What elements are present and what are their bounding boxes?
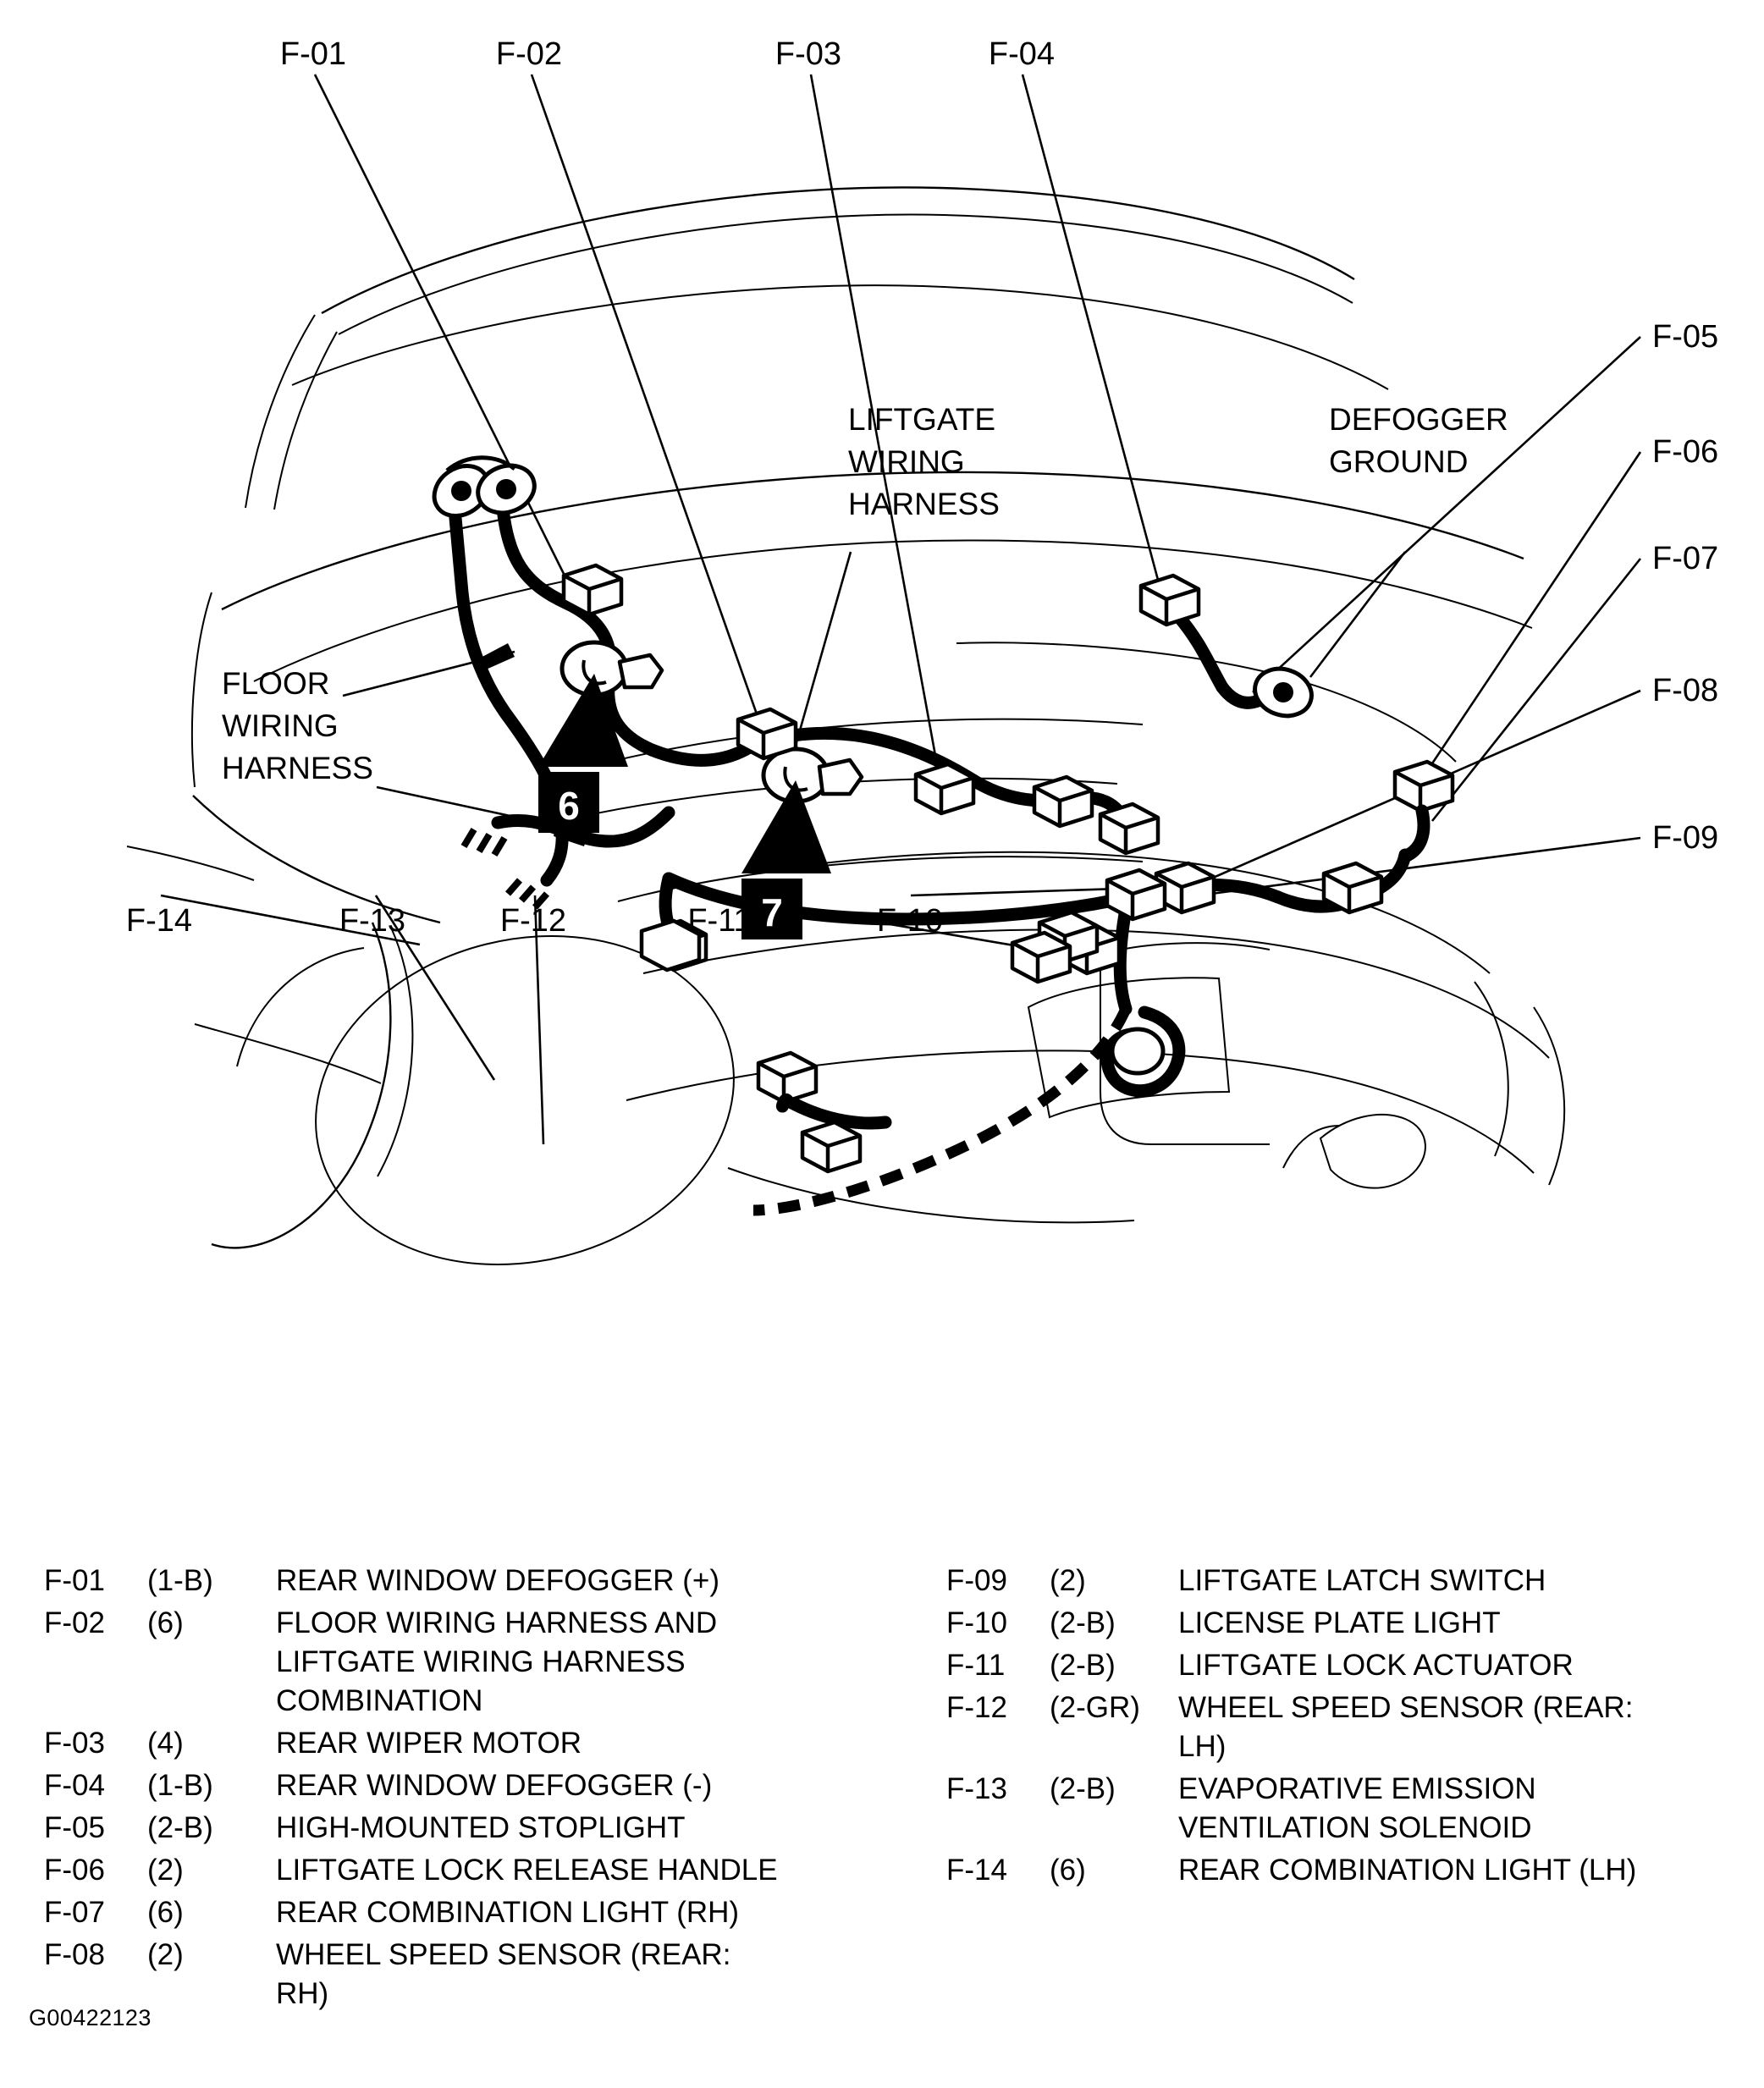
legend-code: F-12	[946, 1691, 1007, 1724]
callout-f-13: F-13	[339, 903, 406, 939]
leader-lines	[161, 74, 1640, 1144]
legend-row	[946, 1562, 1764, 1600]
callout-f-11: F-11	[687, 903, 752, 939]
legend-desc-line: LICENSE PLATE LIGHT	[1178, 1606, 1501, 1639]
callout-f-02: F-02	[495, 36, 563, 72]
connector-f-02[interactable]	[738, 709, 796, 758]
connector-lower-left-run[interactable]	[1012, 933, 1070, 982]
callout-f-06: F-06	[1652, 434, 1719, 470]
legend-code: F-02	[44, 1606, 105, 1639]
legend-desc-line: LIFTGATE LOCK RELEASE HANDLE	[276, 1854, 778, 1887]
callout-f-09: F-09	[1652, 820, 1719, 856]
callout-f-01: F-01	[279, 36, 347, 72]
callout-f-12: F-12	[499, 903, 567, 939]
legend-desc-line: RH)	[276, 1977, 329, 2010]
legend-code: F-04	[44, 1769, 105, 1802]
legend-description	[1178, 1646, 1574, 1685]
legend-desc-line: EVAPORATIVE EMISSION	[1178, 1772, 1536, 1805]
legend-pins: (2-B)	[1050, 1606, 1116, 1639]
legend-row	[946, 1770, 1764, 1848]
callout-f-07: F-07	[1652, 541, 1719, 576]
legend-code: F-05	[44, 1811, 105, 1844]
annotation-liftgate-wiring-harness	[848, 402, 1000, 521]
section-marker-6-number: 6	[558, 784, 580, 828]
legend-desc-line: LH)	[1178, 1730, 1227, 1763]
legend-code: F-01	[44, 1564, 105, 1597]
callout-f-10: F-10	[876, 903, 944, 939]
callout-f-08: F-08	[1652, 673, 1719, 708]
legend-pins: (1-B)	[147, 1769, 213, 1802]
annotation-floor-wiring-harness	[222, 666, 373, 785]
legend-pins: (2-B)	[1050, 1649, 1116, 1682]
legend-code: F-14	[946, 1854, 1007, 1887]
legend-desc-line: REAR COMBINATION LIGHT (LH)	[1178, 1854, 1637, 1887]
section-marker-7-number: 7	[761, 890, 783, 934]
legend-desc-line: VENTILATION SOLENOID	[1178, 1811, 1532, 1844]
legend-pins: (2)	[147, 1854, 184, 1887]
connector-f-09[interactable]	[1107, 870, 1165, 919]
legend-pins: (2)	[147, 1938, 184, 1971]
legend-desc-line: REAR WINDOW DEFOGGER (-)	[276, 1769, 713, 1802]
annotation-floor-line-2: WIRING	[222, 708, 339, 743]
legend-description	[1178, 1604, 1501, 1643]
legend-pins: (2-B)	[147, 1811, 213, 1844]
legend-desc-line: LIFTGATE LOCK ACTUATOR	[1178, 1649, 1574, 1682]
annotation-liftgate-line-1: LIFTGATE	[848, 402, 996, 437]
legend-pins: (4)	[147, 1727, 184, 1760]
callout-f-03: F-03	[775, 36, 842, 72]
legend-desc-line: COMBINATION	[276, 1684, 483, 1717]
annotation-defogger-ground	[1329, 402, 1508, 479]
legend-pins: (1-B)	[147, 1564, 213, 1597]
legend-desc-line: REAR WIPER MOTOR	[276, 1727, 582, 1760]
legend-row	[946, 1604, 1764, 1643]
legend-row	[946, 1689, 1764, 1766]
legend-code: F-07	[44, 1896, 105, 1929]
connectors	[564, 565, 1453, 1171]
legend-pins: (6)	[147, 1896, 184, 1929]
annotation-defogger-line-2: GROUND	[1329, 444, 1469, 479]
legend-code: F-03	[44, 1727, 105, 1760]
annotation-defogger-line-1: DEFOGGER	[1329, 402, 1508, 437]
connector-rear-shelf-mid[interactable]	[1034, 777, 1092, 826]
legend-pins: (2-GR)	[1050, 1691, 1140, 1724]
connector-rear-shelf-right[interactable]	[1100, 804, 1158, 853]
connector-legend	[0, 1562, 1764, 2036]
legend-desc-line: FLOOR WIRING HARNESS AND	[276, 1606, 718, 1639]
legend-description	[1178, 1689, 1633, 1766]
connector-f-12[interactable]	[802, 1122, 860, 1171]
legend-description	[1178, 1851, 1636, 1890]
legend-pins: (6)	[147, 1606, 184, 1639]
callout-f-04: F-04	[988, 36, 1056, 72]
callout-f-05: F-05	[1652, 319, 1719, 355]
connector-f-06[interactable]	[1395, 762, 1453, 857]
legend-pins: (2-B)	[1050, 1772, 1116, 1805]
legend-desc-line: WHEEL SPEED SENSOR (REAR:	[1178, 1691, 1634, 1724]
document-id: G00422123	[29, 2005, 152, 2030]
legend-code: F-08	[44, 1938, 105, 1971]
legend-row	[946, 1851, 1764, 1890]
legend-code: F-13	[946, 1772, 1007, 1805]
annotation-floor-line-1: FLOOR	[222, 666, 330, 701]
legend-desc-line: REAR COMBINATION LIGHT (RH)	[276, 1896, 740, 1929]
legend-desc-line: WHEEL SPEED SENSOR (REAR:	[276, 1938, 731, 1971]
legend-desc-line: LIFTGATE LATCH SWITCH	[1178, 1564, 1546, 1597]
legend-code: F-09	[946, 1564, 1007, 1597]
legend-desc-line: HIGH-MOUNTED STOPLIGHT	[276, 1811, 686, 1844]
connector-f-13[interactable]	[758, 1053, 816, 1106]
legend-desc-line: LIFTGATE WIRING HARNESS	[276, 1645, 686, 1678]
legend-row	[946, 1646, 1764, 1685]
connector-f-07[interactable]	[1324, 863, 1381, 912]
legend-code: F-06	[44, 1854, 105, 1887]
connector-f-03[interactable]	[916, 764, 973, 813]
annotation-liftgate-line-2: WIRING	[848, 444, 965, 479]
connector-f-01[interactable]	[564, 565, 621, 614]
legend-code: F-11	[946, 1649, 1006, 1682]
legend-description	[1178, 1770, 1536, 1848]
legend-pins: (2)	[1050, 1564, 1086, 1597]
legend-desc-line: REAR WINDOW DEFOGGER (+)	[276, 1564, 720, 1597]
annotation-liftgate-line-3: HARNESS	[848, 487, 1000, 521]
annotation-floor-line-3: HARNESS	[222, 751, 373, 785]
legend-pins: (6)	[1050, 1854, 1086, 1887]
callout-f-14: F-14	[125, 903, 193, 939]
legend-code: F-10	[946, 1606, 1007, 1639]
legend-description	[1178, 1562, 1546, 1600]
legend-column-right	[0, 1562, 1764, 2036]
connector-f-04[interactable]	[1141, 576, 1199, 625]
